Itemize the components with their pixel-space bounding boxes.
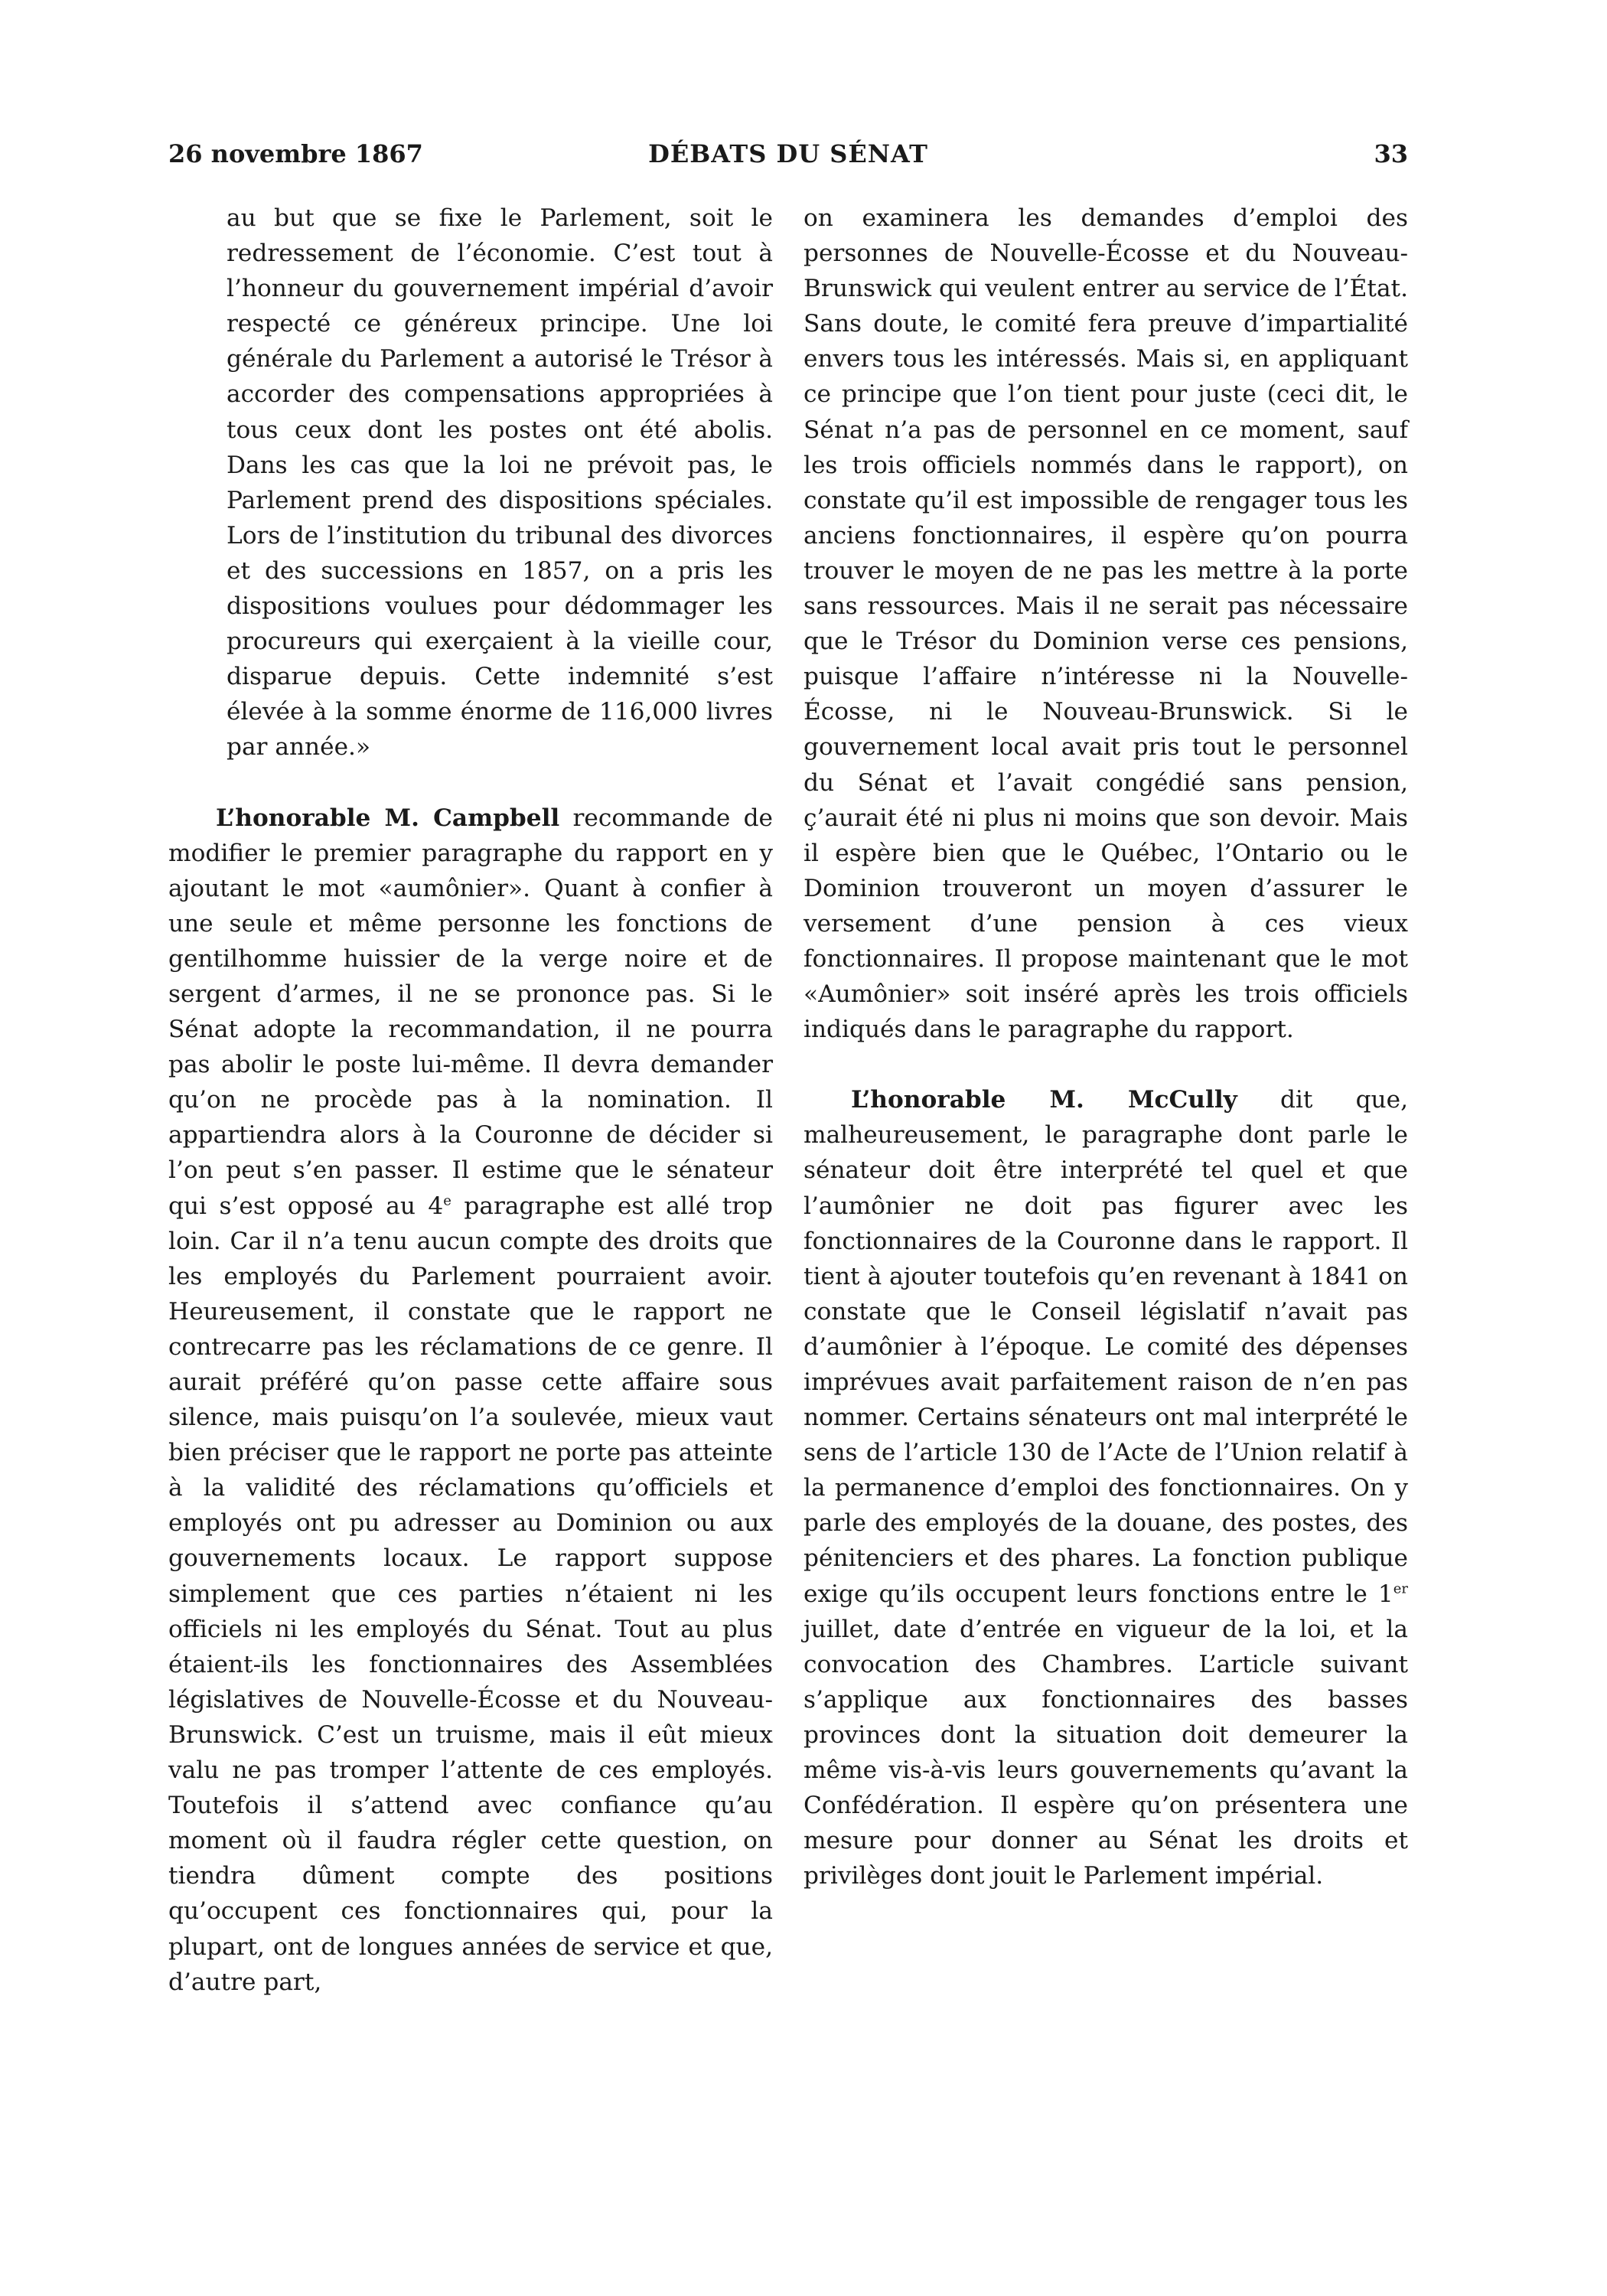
right-column [804,201,1408,1929]
header-date: 26 novembre 1867 [168,139,423,168]
page-header [168,139,1408,170]
superscript: e [443,1192,451,1209]
campbell-paragraph [168,801,773,2000]
superscript: er [1393,1580,1408,1597]
paragraph-text: dit que, malheureusement, le paragraphe dont parle le sénateur doit être interprété tel quel et que l’aumônier ne doit pas figurer avec les fonctionnaires de la Couronne dans le rapport. Il tient à ajouter toutefois qu’en revenant à 1841 on constate que le Conseil législatif n’avait pas d’aumônier à l’époque. Le comité des dépenses imprévues avait parfaitement raison de n’en pas nommer. Certains sénateurs ont mal interprété le sens de l’article 130 de l’Acte de l’Union relatif à la permanence d’emploi des fonctionnaires. On y parle des employés de la douane, des postes, des pénitenciers et des phares. La fonction publique exige qu’ils occupent leurs fonctions entre le 1 [804,1086,1408,1608]
speaker-name: L’honorable M. Campbell [216,804,560,832]
page-number: 33 [1374,139,1408,168]
left-column [168,201,773,2035]
continued-paragraph: on examinera les demandes d’emploi des personnes de Nouvelle-Écosse et du Nouveau-Brunswick qui veulent entrer au service de l’État. Sans doute, le comité fera preuve d’impartialité envers tous les intéressés. Mais si, en appliquant ce principe que l’on tient pour juste (ceci dit, le Sénat n’a pas de personnel en ce moment, sauf les trois officiels nommés dans le rapport), on constate qu’il est impossible de rengager tous les anciens fonctionnaires, il espère qu’on pourra trouver le moyen de ne pas les mettre à la porte sans ressources. Mais il ne serait pas nécessaire que le Trésor du Dominion verse ces pensions, puisque l’affaire n’intéresse ni la Nouvelle-Écosse, ni le Nouveau-Brunswick. Si le gouvernement local avait pris tout le personnel du Sénat et l’avait congédié sans pension, ç’aurait été ni plus ni moins que son devoir. Mais il espère bien que le Québec, l’Ontario ou le Dominion trouveront un moyen d’assurer le versement d’une pension à ces vieux fonctionnaires. Il propose maintenant que le mot «Aumônier» soit inséré après les trois officiels indiqués dans le paragraphe du rapport. [804,204,1408,1044]
speaker-name: L’honorable M. McCully [851,1086,1237,1114]
paragraph-text: recommande de modifier le premier paragraphe du rapport en y ajoutant le mot «aumônier». Quant à confier à une seule et même personne les fonctions de gentilhomme huissier de la verge noire et de sergent d’armes, il ne se prononce pas. Si le Sénat adopte la recommandation, il ne pourra pas abolir le poste lui-même. Il devra demander qu’on ne procède pas à la nomination. Il appartiendra alors à la Couronne de décider si l’on peut s’en passer. Il estime que le sénateur qui s’est opposé au 4 [168,804,773,1220]
quoted-paragraph: au but que se fixe le Parlement, soit le redressement de l’économie. C’est tout à l’honneur du gouvernement impérial d’avoir respecté ce généreux principe. Une loi générale du Parlement a autorisé le Trésor à accorder des compensations appropriées à tous ceux dont les postes ont été abolis. Dans les cas que la loi ne prévoit pas, le Parlement prend des dispositions spéciales. Lors de l’institution du tribunal des divorces et des successions en 1857, on a pris les dispositions voulues pour dédommager les procureurs qui exerçaient à la vieille cour, disparue depuis. Cette indemnité s’est élevée à la somme énorme de 116,000 livres par année.» [227,204,773,762]
header-title: DÉBATS DU SÉNAT [648,139,928,168]
mccully-paragraph [804,1082,1408,1893]
paragraph-text: paragraphe est allé trop loin. Car il n’a tenu aucun compte des droits que les employés du Parlement pourraient avoir. Heureusement, il constate que le rapport ne contrecarre pas les réclamations de ce genre. Il aurait préféré qu’on passe cette affaire sous silence, mais puisqu’on l’a soulevée, mieux vaut bien préciser que le rapport ne porte pas atteinte à la validité des réclamations qu’officiels et employés ont pu adresser au Dominion ou aux gouvernements locaux. Le rapport suppose simplement que ces parties n’étaient ni les officiels ni les employés du Sénat. Tout au plus étaient-ils les fonctionnaires des Assemblées législatives de Nouvelle-Écosse et du Nouveau-Brunswick. C’est un truisme, mais il eût mieux valu ne pas tromper l’attente de ces employés. Toutefois il s’attend avec confiance qu’au moment où il faudra régler cette question, on tiendra dûment compte des positions qu’occupent ces fonctionnaires qui, pour la plupart, ont de longues années de service et que, d’autre part, [168,1192,773,1996]
paragraph-text: juillet, date d’entrée en vigueur de la loi, et la convocation des Chambres. L’article suivant s’applique aux fonctionnaires des basses provinces dont la situation doit demeurer la même vis-à-vis leurs gouvernements qu’avant la Confédération. Il espère qu’on présentera une mesure pour donner au Sénat les droits et privilèges dont jouit le Parlement impérial. [804,1615,1408,1890]
